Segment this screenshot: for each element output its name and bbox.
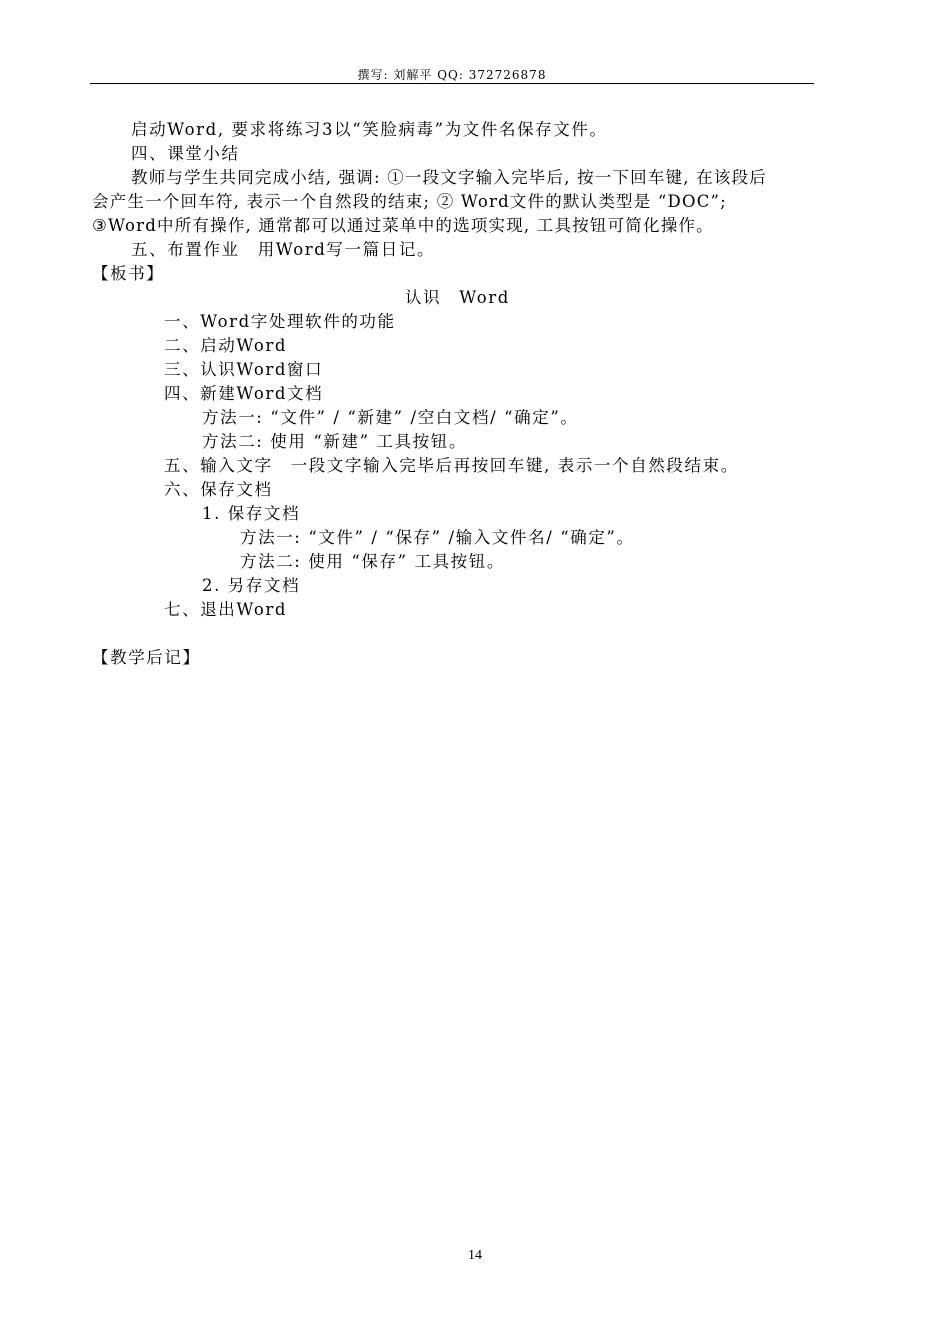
page-number: 14 [468, 1248, 482, 1263]
summary-line-2: 会产生一个回车符, 表示一个自然段的结束; ② Word文件的默认类型是 “DOC”; [92, 192, 727, 211]
page-header: 撰写: 刘解平 QQ: 372726878 [357, 68, 547, 82]
homework-line: 五、布置作业 用Word写一篇日记。 [131, 240, 436, 259]
save-method-2: 方法二: 使用 “保存” 工具按钮。 [240, 552, 505, 571]
summary-line-1: 教师与学生共同完成小结, 强调: ①一段文字输入完毕后, 按一下回车键, 在该段后 [131, 168, 767, 187]
postscript-heading: 【教学后记】 [92, 648, 201, 667]
board-item-4: 四、新建Word文档 [164, 384, 324, 403]
paragraph-launch-word: 启动Word, 要求将练习3以“笑脸病毒”为文件名保存文件。 [131, 120, 608, 139]
board-item-7: 七、退出Word [164, 600, 288, 619]
header-rule [90, 83, 814, 84]
board-item-1: 一、Word字处理软件的功能 [164, 312, 396, 331]
section-summary-heading: 四、课堂小结 [131, 144, 240, 163]
board-item-2: 二、启动Word [164, 336, 288, 355]
save-subitem-1: 1. 保存文档 [202, 504, 301, 523]
board-heading: 【板书】 [92, 264, 165, 283]
board-item-6: 六、保存文档 [164, 480, 273, 499]
new-doc-method-2: 方法二: 使用 “新建” 工具按钮。 [202, 432, 467, 451]
board-title: 认识 Word [405, 288, 510, 307]
new-doc-method-1: 方法一: “文件” / “新建” /空白文档/ “确定”。 [202, 408, 579, 427]
board-item-3: 三、认识Word窗口 [164, 360, 324, 379]
board-item-5: 五、输入文字 一段文字输入完毕后再按回车键, 表示一个自然段结束。 [164, 456, 739, 475]
save-method-1: 方法一: “文件” / “保存” /输入文件名/ “确定”。 [240, 528, 635, 547]
summary-line-3: ③Word中所有操作, 通常都可以通过菜单中的选项实现, 工具按钮可简化操作。 [92, 216, 714, 235]
save-subitem-2: 2. 另存文档 [202, 576, 301, 595]
